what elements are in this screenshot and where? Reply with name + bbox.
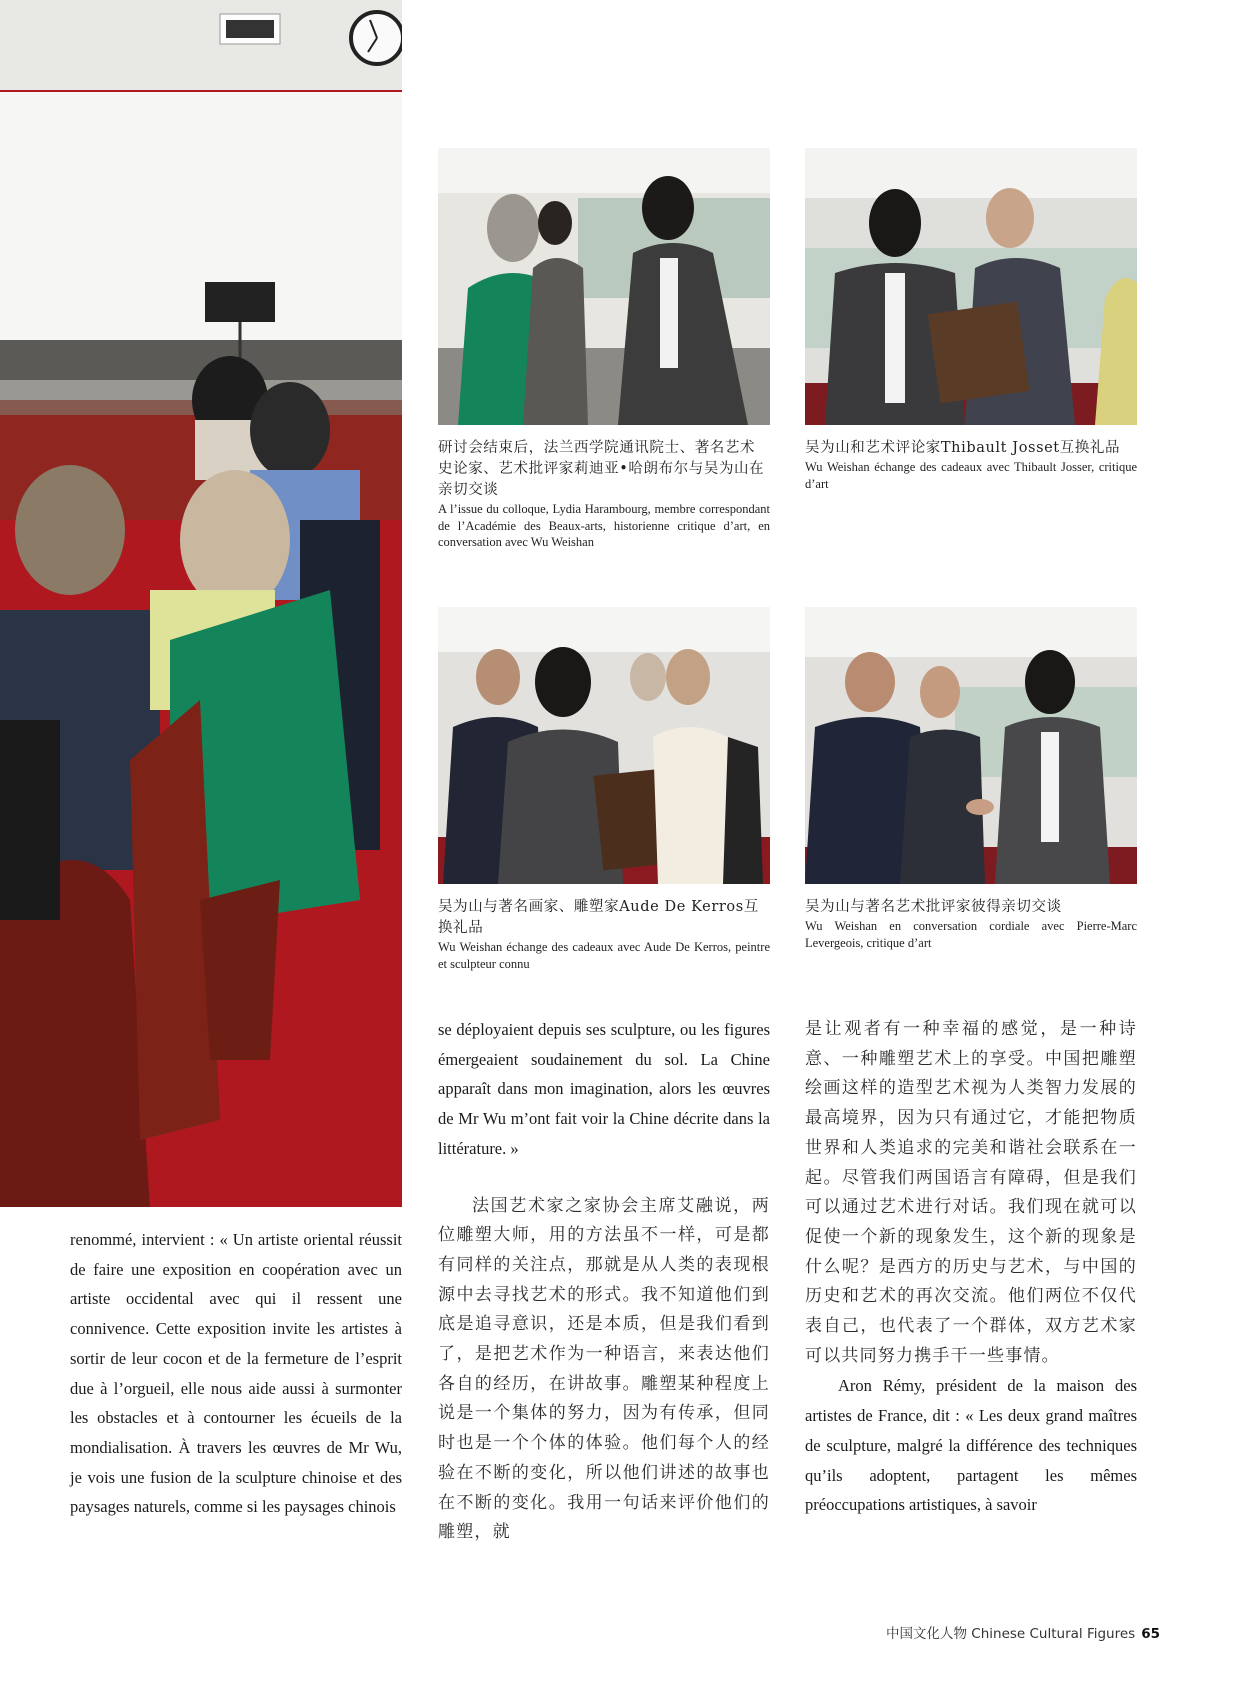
- article-column-middle: [438, 1015, 770, 1548]
- caption-french: Wu Weishan en conversation cordiale avec Pierre-Marc Levergeois, critique d’art: [805, 919, 1137, 950]
- caption-chinese: 吴为山与著名艺术批评家彼得亲切交谈: [805, 899, 1062, 915]
- article-paragraph: renommé, intervient : « Un artiste oriental réussit de faire une exposition en coopération avec un artiste occidental avec qui il ressent une connivence. Cette exposition invite les artistes à sortir de leur cocon et de la fermeture de l’esprit due à l’orgueil, elle nous aide aussi à surmonter les obstacles et à contourner les écueils de la mondialisation. À travers les œuvres de Mr Wu, je vois une fusion de la sculpture chinoise et des paysages naturels, comme si les paysages chinois: [70, 1230, 402, 1517]
- caption-chinese: 研讨会结束后，法兰西学院通讯院士、著名艺术史论家、艺术批评家莉迪亚•哈朗布尔与吴为山在亲切交谈: [438, 440, 765, 498]
- article-paragraph: Aron Rémy, président de la maison des artistes de France, dit : « Les deux grand maîtres de sculpture, malgré la différence des techniques qu’ils adoptent, partagent les mêmes préoccupations artistiques, à savoir: [805, 1376, 1137, 1515]
- magazine-name: 中国文化人物 Chinese Cultural Figures: [885, 1626, 1136, 1642]
- article-paragraph-chinese: 是让观者有一种幸福的感觉，是一种诗意、一种雕塑艺术上的享受。中国把雕塑绘画这样的造型艺术视为人类智力发展的最高境界，因为只有通过它，才能把物质世界和人类追求的完美和谐社会联系在一起。尽管我们两国语言有障碍，但是我们可以通过艺术进行对话。我们现在就可以促使一个新的现象发生，这个新的现象是什么呢？是西方的历史与艺术，与中国的历史和艺术的再次交流。他们两位不仅代表自己，也代表了一个群体，双方艺术家可以共同努力携手干一些事情。: [805, 1019, 1137, 1366]
- article-column-left: [70, 1225, 402, 1522]
- photo-josset-gift-exchange: [805, 148, 1137, 425]
- photo-levergeois-handshake: [805, 607, 1137, 884]
- caption-photo-2: [805, 438, 1137, 492]
- article-paragraph-chinese: 法国艺术家之家协会主席艾融说，两位雕塑大师，用的方法虽不一样，可是都有同样的关注点，那就是从人类的表现根源中去寻找艺术的形式。我不知道他们到底是追寻意识，还是本质，但是我们看到了，是把艺术作为一种语言，来表达他们各自的经历，在讲故事。雕塑某种程度上说是一个集体的努力，因为有传承，但同时也是一个个体的体验。他们每个人的经验在不断的变化，所以他们讲述的故事也在不断的变化。我用一句话来评价他们的雕塑，就: [438, 1195, 770, 1543]
- caption-french: Wu Weishan échange des cadeaux avec Aude De Kerros, peintre et sculpteur connu: [438, 940, 770, 971]
- caption-french: Wu Weishan échange des cadeaux avec Thibault Josser, critique d’art: [805, 460, 1137, 491]
- caption-photo-4: [805, 897, 1137, 951]
- caption-french: A l’issue du colloque, Lydia Harambourg, membre correspondant de l’Académie des Beaux-arts, historienne critique d’art, en conversation avec Wu Weishan: [438, 502, 770, 549]
- caption-chinese: 吴为山和艺术评论家Thibault Josset互换礼品: [805, 440, 1121, 456]
- page-number: 65: [1141, 1626, 1160, 1642]
- photo-harambourg-conversation: [438, 148, 770, 425]
- photo-de-kerros-gift-exchange: [438, 607, 770, 884]
- article-column-right: [805, 1015, 1137, 1520]
- page-footer: [830, 1622, 1160, 1642]
- caption-photo-1: [438, 438, 770, 551]
- conference-room-photo: [0, 0, 402, 1207]
- article-paragraph: se déployaient depuis ses sculpture, ou les figures émergeaient soudainement du sol. La Chine apparaît dans mon imagination, alors les œuvres de Mr Wu m’ont fait voir la Chine décrite dans la littérature. »: [438, 1020, 770, 1158]
- caption-chinese: 吴为山与著名画家、雕塑家Aude De Kerros互换礼品: [438, 899, 759, 936]
- caption-photo-3: [438, 897, 770, 972]
